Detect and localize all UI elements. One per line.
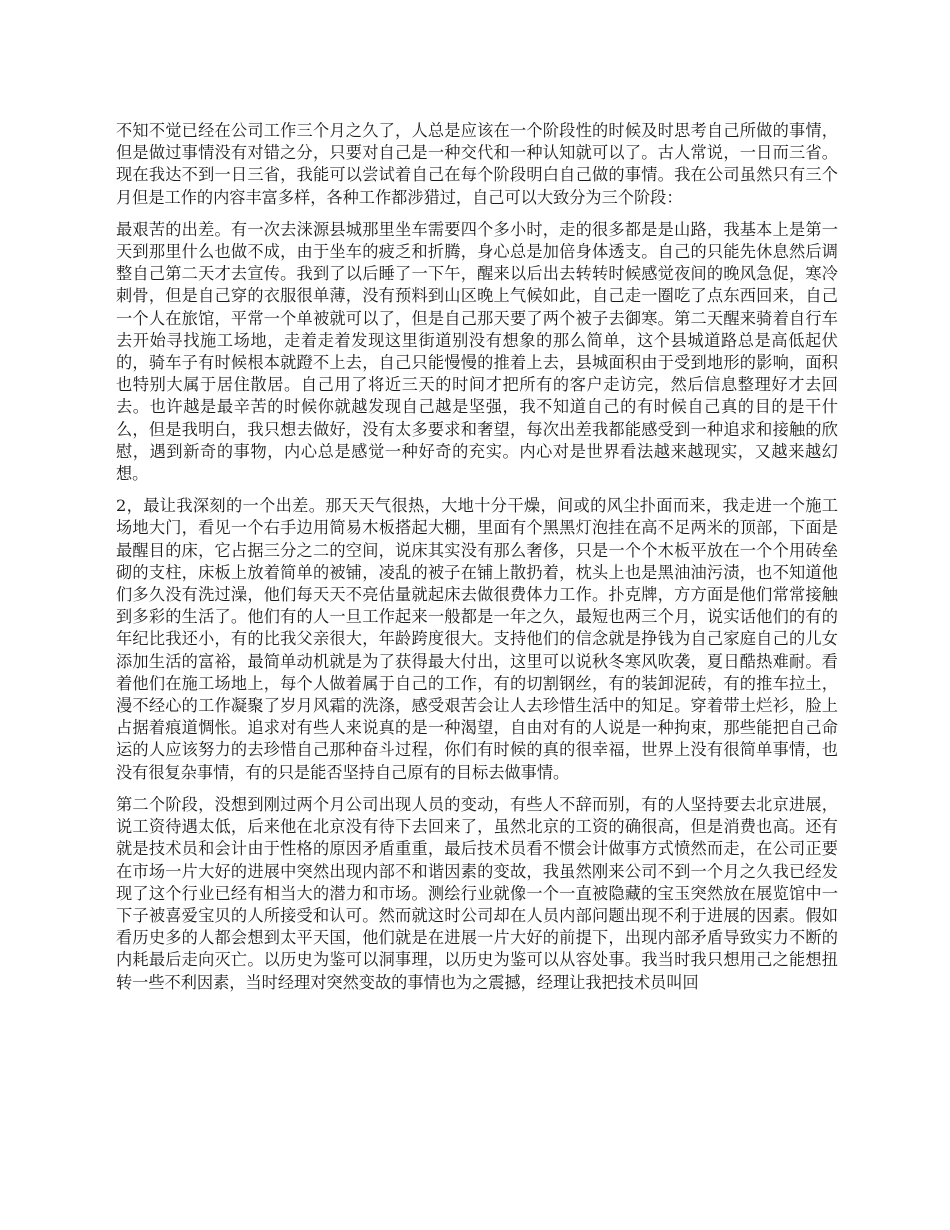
paragraph-intro: 不知不觉已经在公司工作三个月之久了，人总是应该在一个阶段性的时候及时思考自己所做的事情，但是做过事情没有对错之分，只要对自己是一种交代和一种认知就可以了。古人常说，一日而三省。现在我达不到一日三省，我能可以尝试着自己在每个阶段明白自己做的事情。我在公司虽然只有三个月但是工作的内容丰富多样，各种工作都涉猎过，自己可以大致分为三个阶段： <box>116 121 838 207</box>
paragraph-deepest-trip: 2，最让我深刻的一个出差。那天天气很热，大地十分干燥，间或的风尘扑面而来，我走进一个施工场地大门，看见一个右手边用简易木板搭起大棚，里面有个黑黑灯泡挂在高不足两米的顶部，下面是最醒目的床，它占据三分之二的空间，说床其实没有那么奢侈，只是一个个木板平放在一个个用砖垒砌的支柱，床板上放着简单的被铺，凌乱的被子在铺上散扔着，枕头上也是黑油油污渍，也不知道他们多久没有洗过澡，他们每天天不亮估量就起床去做很费体力工作。扑克牌，方方面是他们常常接触到多彩的生活了。他们有的人一旦工作起来一般都是一年之久，最短也两三个月，说实话他们的有的年纪比我还小，有的比我父亲很大，年龄跨度很大。支持他们的信念就是挣钱为自己家庭自己的儿女添加生活的富裕，最简单动机就是为了获得最大付出，这里可以说秋冬寒风吹袭，夏日酷热难耐。看着他们在施工场地上，每个人做着属于自己的工作，有的切割钢丝，有的装卸泥砖，有的推车拉土，漫不经心的工作凝聚了岁月风霜的洗涤，感受艰苦会让人去珍惜生活中的知足。穿着带土烂衫，脸上占据着痕道惆怅。追求对有些人来说真的是一种渴望，自由对有的人说是一种拘束，那些能把自己命运的人应该努力的去珍惜自己那种奋斗过程，你们有时候的真的很幸福，世界上没有很简单事情，也没有很复杂事情，有的只是能否坚持自己原有的目标去做事情。 <box>116 496 838 782</box>
paragraph-hardest-trip: 最艰苦的出差。有一次去涞源县城那里坐车需要四个多小时，走的很多都是是山路，我基本上是第一天到那里什么也做不成，由于坐车的疲乏和折腾，身心总是加倍身体透支。自己的只能先休息然后调整自己第二天才去宣传。我到了以后睡了一下午，醒来以后出去转转时候感觉夜间的晚风急促，寒冷刺骨，但是自己穿的衣服很单薄，没有预料到山区晚上气候如此，自己走一圈吃了点东西回来，自己一个人在旅馆，平常一个单被就可以了，但是自己那天要了两个被子去御寒。第二天醒来骑着自行车去开始寻找施工场地，走着走着发现这里街道别没有想象的那么简单，这个县城道路总是高低起伏的，骑车子有时候根本就蹬不上去，自己只能慢慢的推着上去，县城面积由于受到地形的影响，面积也特别大属于居住散居。自己用了将近三天的时间才把所有的客户走访完，然后信息整理好才去回去。也许越是最辛苦的时候你就越发现自己越是坚强，我不知道自己的有时候自己真的目的是干什么，但是我明白，我只想去做好，没有太多要求和奢望，每次出差我都能感受到一种追求和接触的欣慰，遇到新奇的事物，内心总是感觉一种好奇的充实。内心对是世界看法越来越现实，又越来越幻想。 <box>116 219 838 484</box>
document-page <box>116 120 838 1004</box>
paragraph-second-stage: 第二个阶段，没想到刚过两个月公司出现人员的变动，有些人不辞而别，有的人坚持要去北京进展，说工资待遇太低，后来他在北京没有待下去回来了，虽然北京的工资的确很高，但是消费也高。还有就是技术员和会计由于性格的原因矛盾重重，最后技术员看不惯会计做事方式愤然而走，在公司正要在市场一片大好的进展中突然出现内部不和谐因素的变故，我虽然刚来公司不到一个月之久我已经发现了这个行业已经有相当大的潜力和市场。测绘行业就像一个一直被隐藏的宝玉突然放在展览馆中一下子被喜爱宝贝的人所接受和认可。然而就这时公司却在人员内部问题出现不利于进展的因素。假如看历史多的人都会想到太平天国，他们就是在进展一片大好的前提下，出现内部矛盾导致实力不断的内耗最后走向灭亡。以历史为鉴可以洞事理，以历史为鉴可以从容处事。我当时我只想用己之能想扭转一些不利因素，当时经理对突然变故的事情也为之震撼，经理让我把技术员叫回 <box>116 794 838 992</box>
